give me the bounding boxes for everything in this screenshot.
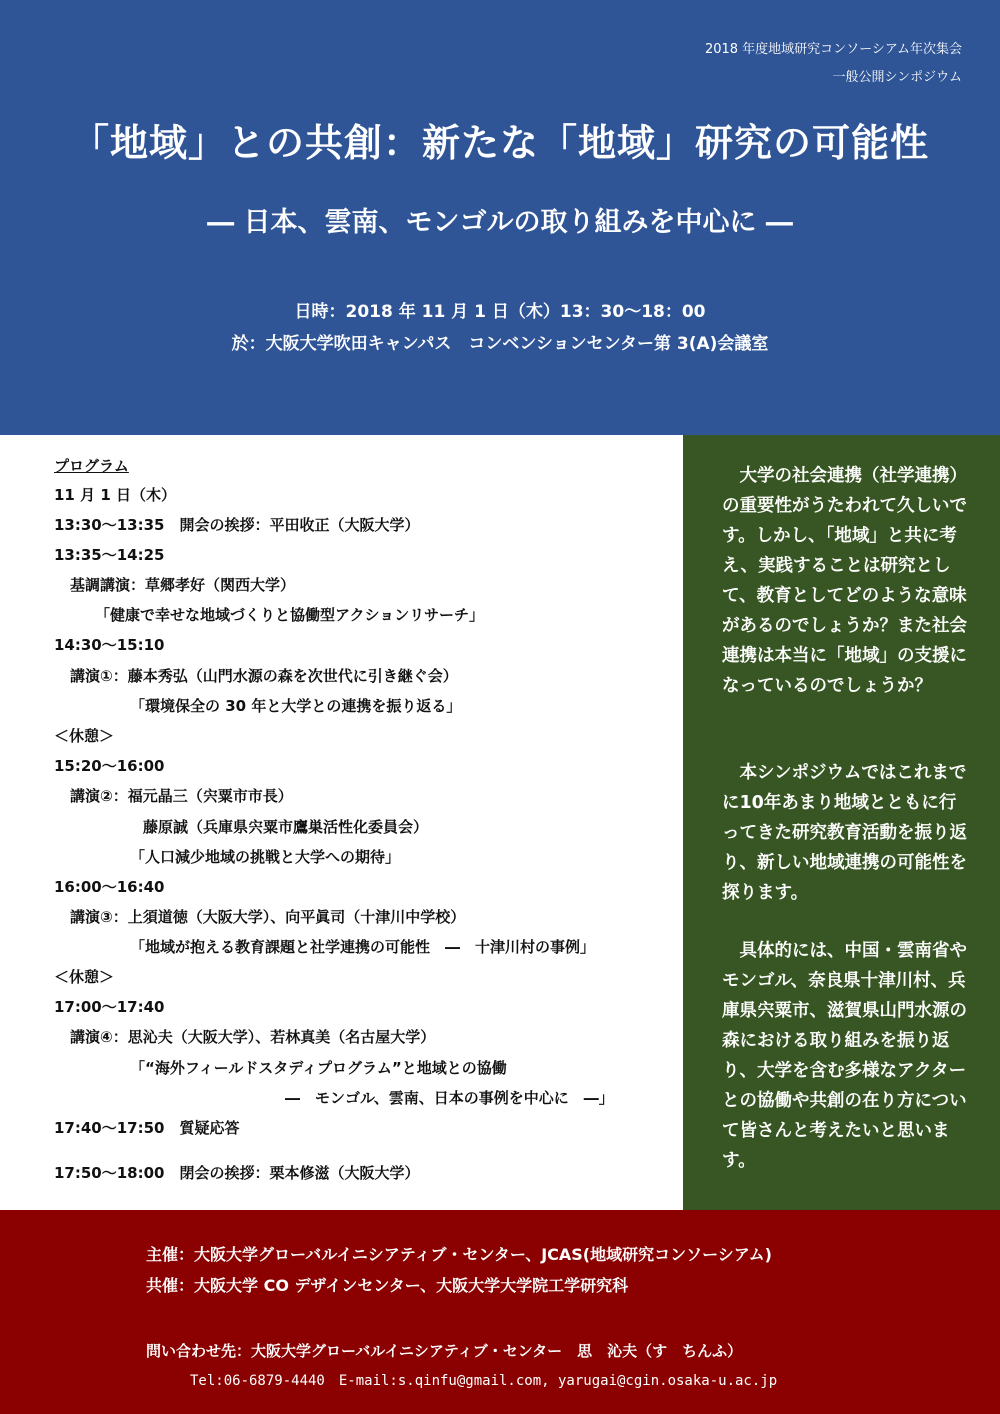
program-speaker: 講演①：藤本秀弘（山門水源の森を次世代に引き継ぐ会） [70,667,458,685]
description-paragraph: 本シンポジウムではこれまでに10年あまり地域とともに行ってきた研究教育活動を振り返り、新しい地域連携の可能性を探ります。 [722,763,967,903]
event-name: 2018 年度地域研究コンソーシアム年次集会 [704,42,962,57]
program-time: 15:20～16:00 [54,757,165,775]
program-speaker: 講演②：福元晶三（宍粟市市長） [70,787,293,805]
program-talk-title: 「健康で幸せな地域づくりと協働型アクションリサーチ」 [95,606,484,624]
program-speaker: 基調講演：草郷孝好（関西大学） [70,576,296,594]
description-paragraph: 大学の社会連携（社学連携）の重要性がうたわれて久しいです。しかし、「地域」と共に考え、実践することは研究として、教育としてどのような意味があるのでしょうか？また社会連携は本当に「地域」の支援になっているのでしょうか？ [722,466,967,696]
program-time: 14:30～15:10 [54,636,165,654]
description-paragraph: 具体的には、中国・雲南省やモンゴル、奈良県十津川村、兵庫県宍粟市、滋賀県山門水源の森における取り組みを振り返り、大学を含む多様なアクターとの協働や共創の在り方について皆さんと考えたいと思います。 [722,941,967,1171]
program-heading: プログラム [54,457,129,475]
program-speaker: 講演③：上須道徳（大阪大学）、向平眞司（十津川中学校） [70,908,466,926]
event-type: 一般公開シンポジウム [832,70,962,85]
program-time: 13:35～14:25 [54,546,165,564]
header-banner [0,0,1000,435]
page-title: 「地域」との共創：新たな「地域」研究の可能性 [70,121,929,165]
co-organizer: 共催：大阪大学 CO デザインセンター、大阪大学大学院工学研究科 [146,1276,629,1295]
event-datetime: 日時：2018 年 11 月 1 日（木）13：30～18：00 [294,302,706,322]
program-time: 16:00～16:40 [54,878,165,896]
contact-tel-email: Tel:06-6879-4440 E-mail:s.qinfu@gmail.com, yarugai@cgin.osaka-u.ac.jp [190,1373,778,1389]
program-speaker: 講演④：思沁夫（大阪大学）、若林真美（名古屋大学） [70,1028,436,1046]
program-talk-title: 「人口減少地域の挑戦と大学への期待」 [130,848,401,866]
organizer: 主催：大阪大学グローバルイニシアティブ・センター、JCAS(地域研究コンソーシアム) [146,1245,772,1264]
program-break: ＜休憩＞ [54,968,115,986]
description-panel [683,435,1000,1210]
program-talk-subtitle: ― モンゴル、雲南、日本の事例を中心に ―」 [285,1089,614,1107]
program-speaker: 藤原誠（兵庫県宍粟市鷹巣活性化委員会） [143,818,429,836]
program-time: 17:00～17:40 [54,998,165,1016]
program-section [0,435,683,1210]
footer-banner [0,1210,1000,1414]
program-item: 13:30～13:35 開会の挨拶：平田收正（大阪大学） [54,516,420,534]
program-date: 11 月 1 日（木） [54,486,176,504]
program-talk-title: 「環境保全の 30 年と大学との連携を振り返る」 [130,697,462,715]
program-item: 17:50～18:00 閉会の挨拶：栗本修滋（大阪大学） [54,1164,420,1182]
contact-info: 問い合わせ先：大阪大学グローバルイニシアティブ・センター 思 沁夫（す ちんふ） [146,1342,743,1360]
program-break: ＜休憩＞ [54,727,115,745]
program-talk-title: 「“海外フィールドスタディプログラム”と地域との協働 [130,1059,507,1077]
page-subtitle: ― 日本、雲南、モンゴルの取り組みを中心に ― [207,207,793,238]
event-venue: 於：大阪大学吹田キャンパス コンベンションセンター第 3(A)会議室 [231,334,769,354]
program-talk-title: 「地域が抱える教育課題と社学連携の可能性 ― 十津川村の事例」 [130,938,596,956]
program-item: 17:40～17:50 質疑応答 [54,1119,240,1137]
